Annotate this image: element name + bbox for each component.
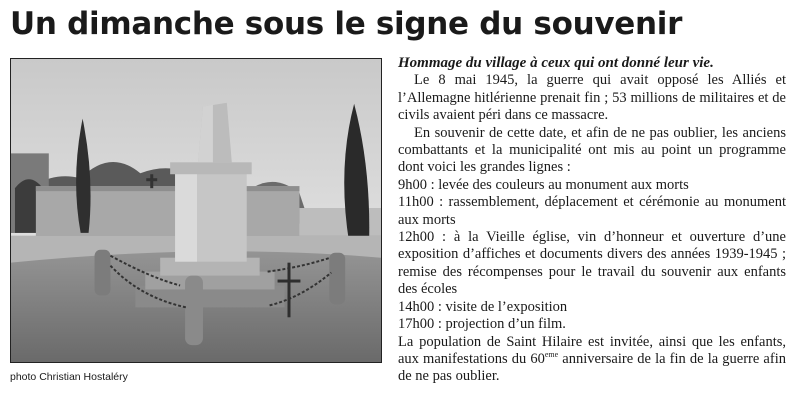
schedule-text: : rassemblement, déplacement et cérémonie au monument aux morts [398,194,786,228]
article-paragraph: Le 8 mai 1945, la guerre qui avait opposé les Alliés et l’Allemagne hitlérienne prenait fin ; 53 millions de militaires et de civils avaient péri dans ce massacre. [398,72,786,124]
schedule-time: 17h00 [398,316,435,333]
schedule-item [398,177,786,194]
schedule-list [398,177,786,334]
schedule-text: : projection d’un film. [434,316,566,333]
closing-text: La population de Saint Hilaire est invitée, ainsi que les enfants, aux manifestations du 60 [398,333,786,367]
article-body [398,55,786,386]
schedule-time: 12h00 [398,229,435,246]
schedule-item [398,316,786,333]
ordinal-suffix: eme [544,349,559,359]
schedule-text: : à la Vieille église, vin d’honneur et ouverture d’une exposition d’affiches et documents divers des années 1939-1945 ; remise des récompenses pour le travail du souvenir aux enfants des écoles [398,229,786,298]
schedule-item [398,229,786,299]
schedule-text: : levée des couleurs au monument aux morts [427,176,689,193]
schedule-item [398,299,786,316]
schedule-time: 11h00 [398,194,434,211]
schedule-time: 14h00 [398,298,435,315]
schedule-text: : visite de l’exposition [434,298,568,315]
article-paragraph: En souvenir de cette date, et afin de ne pas oublier, les anciens combattants et la municipalité ont mis au point un programme dont voici les grandes lignes : [398,124,786,176]
closing-text-end: anniversaire de la fin de la guerre afin de ne pas oublier. [398,350,786,385]
schedule-item [398,194,786,229]
memorial-photo [10,58,382,363]
photo-caption: photo Christian Hostaléry [10,371,128,383]
article-lede: Hommage du village à ceux qui ont donné leur vie. [398,55,714,71]
schedule-time: 9h00 [398,176,427,193]
page-title: Un dimanche sous le signe du souvenir [10,6,683,42]
closing-paragraph [398,334,786,386]
